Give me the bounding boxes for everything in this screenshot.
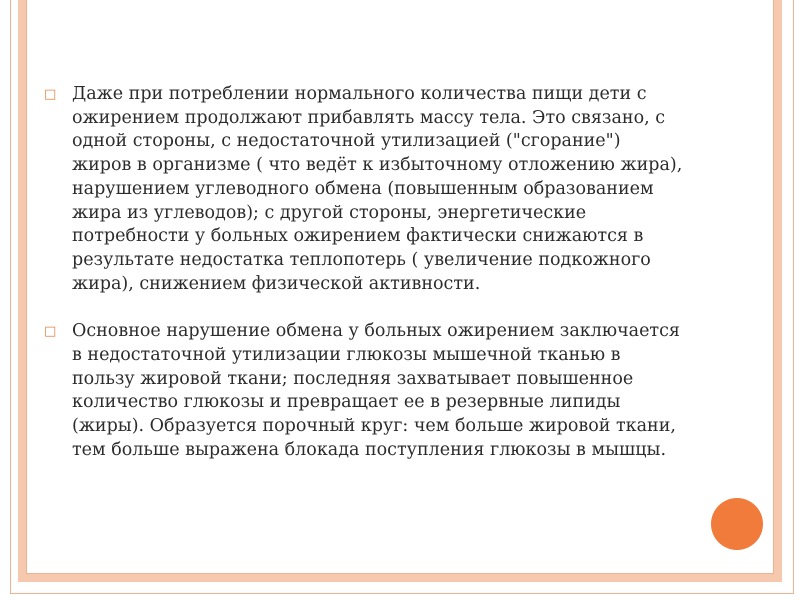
bullet-item-1: [44, 83, 684, 296]
hollow-square-bullet-icon: □: [44, 324, 57, 340]
hollow-square-bullet-icon: □: [44, 87, 57, 102]
bullet-text-2: Основное нарушение обмена у больных ожирением заключается в недостаточной утилизации глюкозы мышечной тканью в пользу жировой ткани; последняя захватывает повышенное количество глюкозы и превращает ее в резервные липиды (жиры). Образуется порочный круг: чем больше жировой ткани, тем больше выражена блокада поступления глюкозы в мышцы.: [72, 321, 680, 460]
bullet-text-1: Даже при потреблении нормального количества пищи дети с ожирением продолжают прибавлять массу тела. Это связано, с одной стороны, с недостаточной утилизацией ("сгорание") жиров в организме ( что ведёт к избыточному отложению жира), нарушением углеводного обмена (повышенным образованием жира из углеводов); с другой стороны, энергетические потребности у больных ожирением фактически снижаются в результате недостатка теплопотерь ( увеличение подкожного жира), снижением физической активности.: [72, 84, 683, 294]
bullet-item-2: [44, 320, 684, 462]
decorative-orange-circle: [711, 498, 763, 550]
slide-body: [44, 83, 684, 487]
